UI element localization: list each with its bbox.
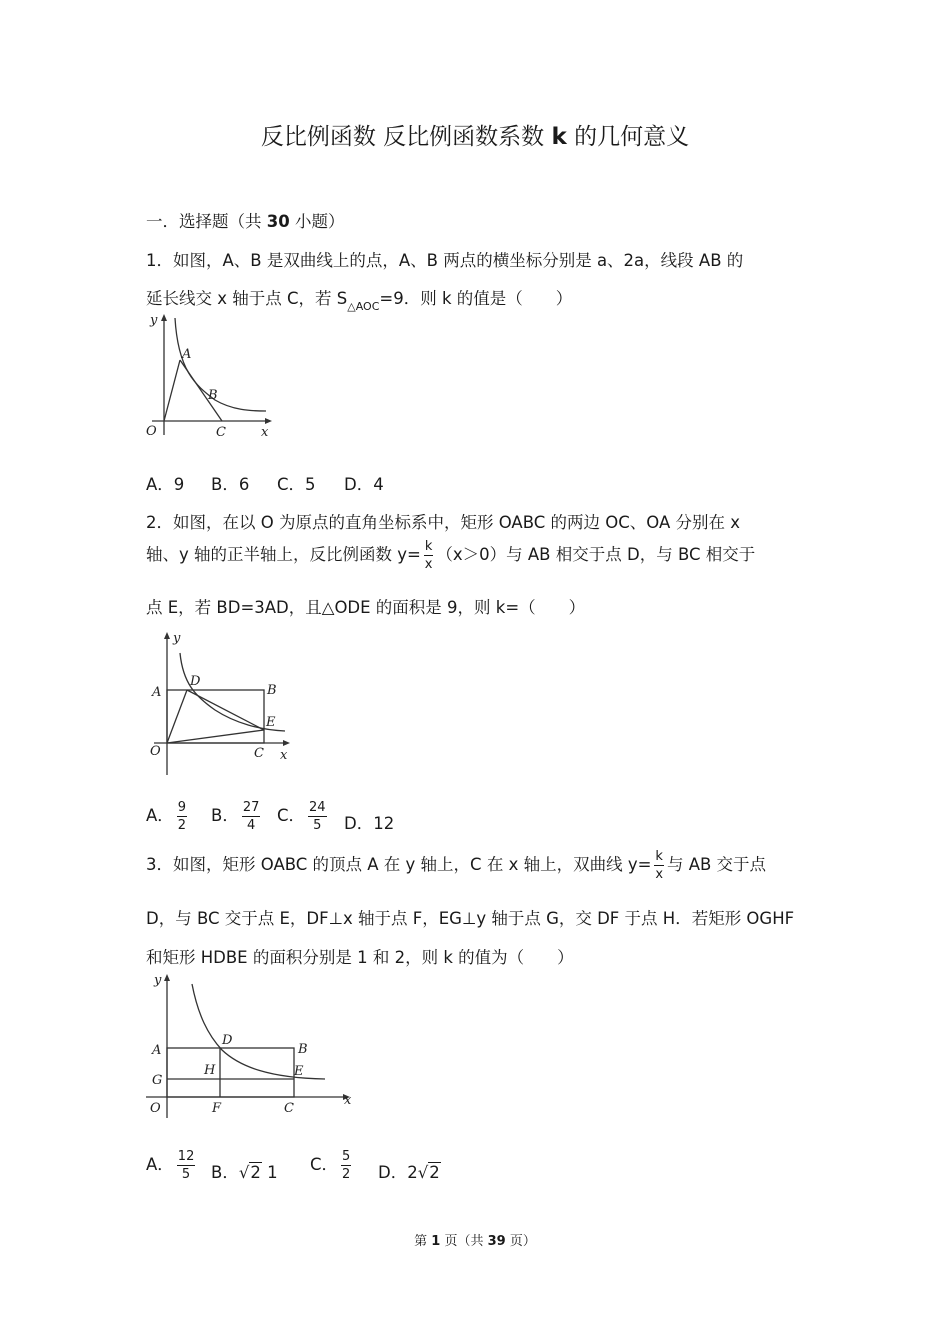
q1-label-a: A	[182, 347, 192, 362]
q2-option-d: D．12	[344, 814, 395, 833]
q3-label-e: E	[294, 1064, 304, 1079]
q2-fraction-k-over-x: $\frac{k}{x}$	[424, 539, 433, 572]
q1-label-y: y	[150, 313, 158, 328]
q3-label-o: O	[150, 1101, 161, 1116]
q1-option-c: C．5	[277, 475, 316, 494]
q3-label-b: B	[298, 1042, 308, 1057]
q2-segment-de	[187, 690, 264, 730]
q2-option-a: A． $\frac{9}{2}$	[146, 800, 187, 833]
q3-option-d: D．2√2	[378, 1163, 440, 1182]
q2-label-e: E	[266, 715, 276, 730]
q3-line-3: 和矩形 HDBE 的面积分别是 1 和 2，则 k 的值为（ ）	[146, 948, 574, 967]
q1-label-o: O	[146, 424, 157, 439]
q3-label-h: H	[204, 1063, 216, 1078]
q2-label-d: D	[190, 674, 201, 689]
q1-label-c: C	[216, 425, 226, 440]
q1-label-x: x	[261, 425, 269, 440]
section-heading: 一．选择题（共 30 小题）	[146, 212, 345, 231]
q1-hyperbola	[175, 318, 266, 411]
q3-label-d: D	[222, 1033, 233, 1048]
q3-option-b: B．√2 1	[211, 1163, 278, 1182]
q2-line-1: 2．如图，在以 O 为原点的直角坐标系中，矩形 OABC 的两边 OC、OA 分别在 x	[146, 513, 740, 532]
q2-line-3: 点 E，若 BD=3AD，且△ODE 的面积是 9，则 k=（ ）	[146, 598, 586, 617]
page-footer: 第 1 页（共 39 页）	[414, 1234, 536, 1249]
q1-line-2: 延长线交 x 轴于点 C，若 $S_{\triangle AOC}=9$．则 k 的值是（ ）	[146, 289, 573, 313]
q2-segment-od	[167, 690, 187, 743]
q2-label-b: B	[267, 683, 277, 698]
q3-option-a: A． $\frac{12}{5}$	[146, 1149, 195, 1182]
q3-label-f: F	[212, 1101, 222, 1116]
q3-label-a: A	[152, 1043, 162, 1058]
q2-line-2: 轴、y 轴的正半轴上，反比例函数 y= $\frac{k}{x}$ （x＞0）与 AB 相交于点 D，与 BC 相交于	[146, 539, 756, 572]
q3-fraction-k-over-x: $\frac{k}{x}$	[655, 849, 664, 882]
q1-label-b: B	[208, 388, 218, 403]
q2-option-b: B． $\frac{27}{4}$	[211, 800, 260, 833]
q3-label-c: C	[284, 1101, 294, 1116]
q2-label-a: A	[152, 685, 162, 700]
q2-figure	[140, 628, 300, 778]
q2-label-c: C	[254, 746, 264, 761]
q2-label-o: O	[150, 744, 161, 759]
q3-line-1: 3．如图，矩形 OABC 的顶点 A 在 y 轴上，C 在 x 轴上，双曲线 y= $\frac{k}{x}$ 与 AB 交于点	[146, 849, 767, 882]
q1-option-d: D．4	[344, 475, 384, 494]
q2-label-y: y	[173, 631, 181, 646]
q3-label-g: G	[152, 1073, 163, 1088]
q3-option-c: C． $\frac{5}{2}$	[310, 1149, 351, 1182]
q1-option-b: B．6	[211, 475, 250, 494]
q3-figure	[140, 970, 360, 1120]
q3-line-2: D，与 BC 交于点 E，DF⊥x 轴于点 F，EG⊥y 轴于点 G，交 DF 于点 H．若矩形 OGHF	[146, 909, 795, 928]
q2-segment-oe	[167, 730, 264, 743]
q2-option-c: C． $\frac{24}{5}$	[277, 800, 326, 833]
q1-line-1: 1．如图，A、B 是双曲线上的点，A、B 两点的横坐标分别是 a、2a，线段 AB 的	[146, 251, 744, 270]
q1-option-a: A．9	[146, 475, 185, 494]
q2-rectangle-oabc	[167, 690, 264, 743]
page-title: 反比例函数 反比例函数系数 k 的几何意义	[260, 124, 690, 150]
q1-segment-oa	[164, 360, 180, 421]
q3-label-x: x	[344, 1093, 352, 1108]
q3-label-y: y	[154, 973, 162, 988]
q1-figure	[140, 310, 280, 445]
q2-label-x: x	[280, 748, 288, 763]
q3-rectangle-oabc	[167, 1048, 294, 1097]
